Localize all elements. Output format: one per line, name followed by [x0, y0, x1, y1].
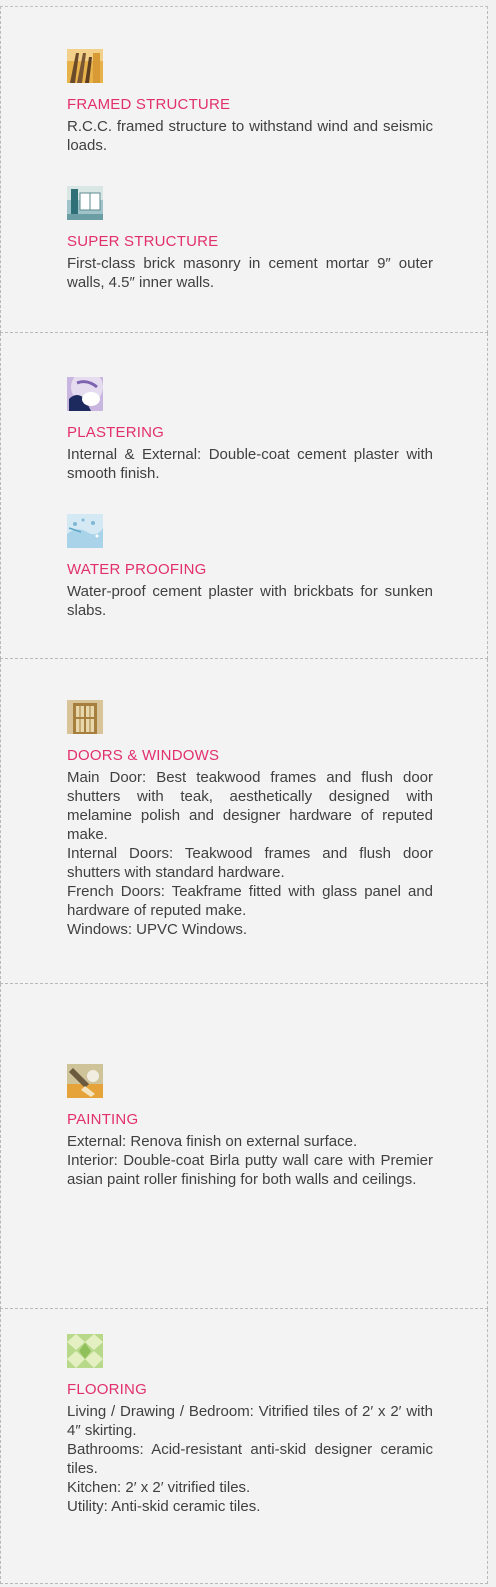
spec-line: R.C.C. framed structure to withstand wind and seismic loads. — [67, 118, 433, 154]
spec-title: PLASTERING — [67, 424, 165, 441]
spec-title: DOORS & WINDOWS — [67, 747, 220, 764]
spec-description — [67, 582, 433, 620]
spec-doors-windows — [67, 700, 433, 939]
spec-title: PAINTING — [67, 1111, 139, 1128]
spec-line: Main Door: Best teakwood frames and flush door shutters with teak, aesthetically designed with melamine polish and designer hardware of reputed make. — [67, 769, 433, 843]
spec-description — [67, 1132, 433, 1189]
spec-line: French Doors: Teakframe fitted with glass panel and hardware of reputed make. — [67, 883, 433, 919]
spec-line: Internal & External: Double-coat cement plaster with smooth finish. — [67, 446, 433, 482]
spec-line: First-class brick masonry in cement mortar 9″ outer walls, 4.5″ inner walls. — [67, 255, 433, 291]
spec-title: WATER PROOFING — [67, 561, 207, 578]
spec-description — [67, 254, 433, 292]
flooring-icon — [67, 1334, 103, 1368]
spec-description — [67, 445, 433, 483]
spec-plastering — [67, 377, 433, 483]
spec-title: FLOORING — [67, 1381, 147, 1398]
spec-water-proofing — [67, 514, 433, 620]
framed-structure-icon — [67, 49, 103, 83]
spec-title: FRAMED STRUCTURE — [67, 96, 231, 113]
spec-line: Water-proof cement plaster with brickbats for sunken slabs. — [67, 583, 433, 619]
spec-line: Living / Drawing / Bedroom: Vitrified tiles of 2′ x 2′ with 4″ skirting. — [67, 1403, 433, 1439]
spec-line: Internal Doors: Teakwood frames and flush door shutters with standard hardware. — [67, 845, 433, 881]
painting-icon — [67, 1064, 103, 1098]
spec-flooring — [67, 1334, 433, 1516]
spec-line: Kitchen: 2′ x 2′ vitrified tiles. — [67, 1479, 251, 1496]
super-structure-icon — [67, 186, 103, 220]
spec-line: External: Renova finish on external surface. — [67, 1133, 358, 1150]
spec-description — [67, 768, 433, 939]
spec-painting — [67, 1064, 433, 1189]
spec-line: Windows: UPVC Windows. — [67, 921, 248, 938]
spec-description — [67, 117, 433, 155]
spec-framed-structure — [67, 49, 433, 155]
spec-description — [67, 1402, 433, 1516]
spec-line: Bathrooms: Acid-resistant anti-skid designer ceramic tiles. — [67, 1441, 433, 1477]
doors-windows-icon — [67, 700, 103, 734]
water-proofing-icon — [67, 514, 103, 548]
plastering-icon — [67, 377, 103, 411]
spec-line: Utility: Anti-skid ceramic tiles. — [67, 1498, 261, 1515]
spec-title: SUPER STRUCTURE — [67, 233, 219, 250]
spec-line: Interior: Double-coat Birla putty wall care with Premier asian paint roller finishing for both walls and ceilings. — [67, 1152, 433, 1188]
spec-super-structure — [67, 186, 433, 292]
